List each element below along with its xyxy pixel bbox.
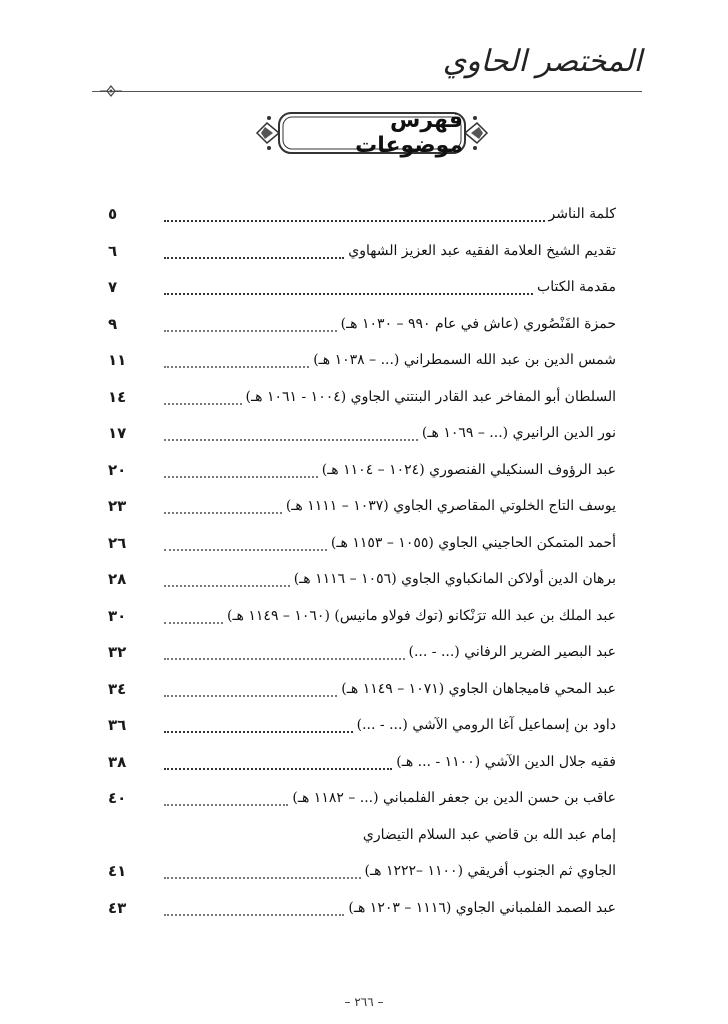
toc-leader-dots — [164, 750, 392, 770]
toc-page-number: ٧ — [108, 278, 118, 297]
table-of-contents — [108, 196, 616, 926]
toc-page-number: ٤٠ — [108, 789, 127, 808]
toc-leader-dots — [164, 312, 337, 332]
toc-row — [108, 306, 616, 343]
toc-entry: داود بن إسماعيل آغا الرومي الآشي (... - ...) — [356, 717, 616, 734]
toc-page-number: ٩ — [108, 314, 118, 333]
toc-page-number: ٦ — [108, 241, 118, 260]
toc-leader-dots — [164, 713, 353, 733]
toc-entry: عبد الملك بن عبد الله ترَنْكانو (توك فولاو مانيس) (١٠٦٠ – ١١٤٩ هـ) — [226, 607, 616, 624]
section-title-frame — [253, 109, 491, 157]
toc-row — [108, 415, 616, 452]
toc-page-number: ٣٨ — [108, 752, 127, 771]
toc-page-number: ٢٣ — [108, 497, 127, 516]
toc-entry: شمس الدين بن عبد الله السمطراني (... – ١٠٣٨ هـ) — [313, 352, 616, 369]
toc-page-number: ٢٠ — [108, 460, 127, 479]
toc-page-number: ١١ — [108, 351, 127, 370]
toc-page-number: ٣٢ — [108, 643, 127, 662]
toc-entry: مقدمة الكتاب — [537, 279, 616, 296]
toc-row — [108, 379, 616, 416]
toc-leader-dots — [164, 677, 337, 697]
toc-leader-dots — [164, 458, 318, 478]
toc-page-number: ٤١ — [108, 862, 127, 881]
toc-page-number: ١٧ — [108, 424, 127, 443]
toc-row — [108, 561, 616, 598]
toc-entry: عاقب بن حسن الدين بن جعفر الفلمباني (... – ١١٨٢ هـ) — [292, 790, 616, 807]
toc-row — [108, 233, 616, 270]
toc-entry: برهان الدين أولاكن المانكباوي الجاوي (١٠٥٦ – ١١١٦ هـ) — [293, 571, 616, 588]
toc-leader-dots — [164, 348, 309, 368]
toc-leader-dots — [164, 421, 418, 441]
toc-entry: عبد البصير الضرير الرفاني (... - ...) — [408, 644, 616, 661]
toc-leader-dots — [164, 531, 327, 551]
book-title-calligraphy: المختصر الحاوي — [442, 44, 642, 79]
toc-row — [108, 525, 616, 562]
toc-row — [108, 598, 616, 635]
toc-row — [108, 488, 616, 525]
page-number-footer: – ٢٦٦ – — [344, 995, 384, 1009]
toc-leader-dots — [164, 824, 359, 842]
toc-entry: كلمة الناشر — [548, 206, 616, 223]
toc-row — [108, 269, 616, 306]
toc-row — [108, 890, 616, 927]
section-title: فهرس موضوعات — [355, 108, 463, 158]
toc-entry: تقديم الشيخ العلامة الفقيه عبد العزيز الشهاوي — [348, 242, 616, 259]
toc-entry: أحمد المتمكن الحاجيني الجاوي (١٠٥٥ – ١١٥٣ هـ) — [330, 534, 616, 551]
toc-entry: حمزة الفَنْصُوري (عاش في عام ٩٩٠ – ١٠٣٠ هـ) — [340, 315, 616, 332]
toc-row — [108, 744, 616, 781]
toc-page-number: ٣٠ — [108, 606, 127, 625]
toc-entry: عبد الرؤوف السنكيلي الفنصوري (١٠٢٤ – ١١٠٤ هـ) — [321, 461, 616, 478]
toc-entry: الجاوي ثم الجنوب أفريقي (١١٠٠ –١٢٢٢ هـ) — [364, 863, 616, 880]
toc-leader-dots — [164, 859, 361, 879]
toc-leader-dots — [164, 640, 405, 660]
toc-entry: عبد الصمد الفلمباني الجاوي (١١١٦ – ١٢٠٣ هـ) — [348, 899, 616, 916]
header-rule — [92, 91, 642, 92]
toc-entry: عبد المحي فاميجاهان الجاوي (١٠٧١ – ١١٤٩ هـ) — [341, 680, 616, 697]
toc-page-number: ٣٦ — [108, 716, 127, 735]
toc-entry: السلطان أبو المفاخر عبد القادر البنتني الجاوي (١٠٠٤ - ١٠٦١ هـ) — [245, 388, 616, 405]
toc-page-number: ٢٨ — [108, 570, 127, 589]
toc-row — [108, 671, 616, 708]
toc-row — [108, 196, 616, 233]
toc-entry: نور الدين الرانيري (... – ١٠٦٩ هـ) — [421, 425, 616, 442]
toc-page-number: ١٤ — [108, 387, 127, 406]
toc-row — [108, 634, 616, 671]
toc-leader-dots — [164, 786, 288, 806]
toc-row — [108, 853, 616, 890]
toc-leader-dots — [164, 567, 290, 587]
toc-row — [108, 780, 616, 817]
toc-leader-dots — [164, 239, 344, 259]
toc-row — [108, 452, 616, 489]
toc-page-number: ٣٤ — [108, 679, 127, 698]
toc-row — [108, 707, 616, 744]
toc-leader-dots — [164, 896, 344, 916]
toc-entry: يوسف التاج الخلوتي المقاصري الجاوي (١٠٣٧ – ١١١١ هـ) — [285, 498, 616, 515]
toc-entry: إمام عبد الله بن قاضي عبد السلام التيضاري — [362, 826, 616, 843]
header-ornament-icon — [98, 84, 124, 98]
toc-leader-dots — [164, 202, 545, 222]
toc-row — [108, 342, 616, 379]
toc-leader-dots — [164, 385, 242, 405]
toc-leader-dots — [164, 604, 223, 624]
toc-leader-dots — [164, 275, 533, 295]
toc-row — [108, 817, 616, 854]
toc-page-number: ٤٣ — [108, 898, 127, 917]
toc-leader-dots — [164, 494, 282, 514]
toc-page-number: ٢٦ — [108, 533, 127, 552]
toc-entry: فقيه جلال الدين الآشي (١١٠٠ - ... هـ) — [396, 753, 616, 770]
toc-page-number: ٥ — [108, 205, 118, 224]
